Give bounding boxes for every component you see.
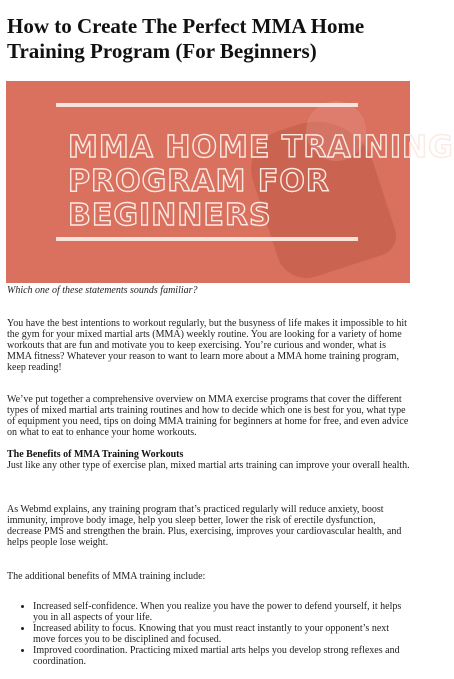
hero-bottom-bar [56,237,358,241]
hero-heading-line-3: BEGINNERS [68,198,272,233]
article-title: How to Create The Perfect MMA Home Training Program (For Beginners) [7,14,365,63]
benefits-list [0,601,410,667]
benefit-item: • Increased self-confidence. When you realize you have the power to defend yourself, it helps you in all aspects of your life. [33,601,410,623]
overview-paragraph: We’ve put together a comprehensive overview on MMA exercise programs that cover the different types of mixed martial arts training routines and how to decide which one is best for you, what type of equipment you need, tips on doing MMA training for beginners at home for free, and even advice on what to eat to enhance your home workouts. [7,394,409,438]
hero-top-bar [56,103,358,107]
hero-image [6,81,454,283]
section-heading: The Benefits of MMA Training Workouts [7,449,184,460]
hero-heading-line-2: PROGRAM FOR [68,164,330,199]
benefit-item: • Improved coordination. Practicing mixed martial arts helps you develop strong reflexes and coordination. [33,645,410,667]
intro-paragraph: You have the best intentions to workout regularly, but the busyness of life makes it impossible to hit the gym for your mixed martial arts (MMA) weekly routine. You are looking for a variety of home workouts that are fun and motivate you to keep exercising. You’re curious and wonder, what is MMA fitness? Whatever your reason to want to learn more about a MMA home training program, keep reading! [7,318,407,373]
benefit-item: • Increased ability to focus. Knowing that you must react instantly to your opponent’s next move forces you to be disciplined and focused. [33,623,410,645]
webmd-paragraph: As Webmd explains, any training program that’s practiced regularly will reduce anxiety, boost immunity, improve body image, help you sleep better, lower the risk of erectile dysfunction, decrease PMS and strengthen the brain. Plus, exercising, improves your cardiovascular health, and helps people lose weight. [7,504,402,548]
benefits-lead-paragraph: The additional benefits of MMA training include: [7,571,206,582]
image-caption: Which one of these statements sounds familiar? [7,285,198,296]
benefits-intro-paragraph: Just like any other type of exercise plan, mixed martial arts training can improve your overall health. [7,460,410,471]
hero-heading-line-1: MMA HOME TRAINING [68,130,454,165]
